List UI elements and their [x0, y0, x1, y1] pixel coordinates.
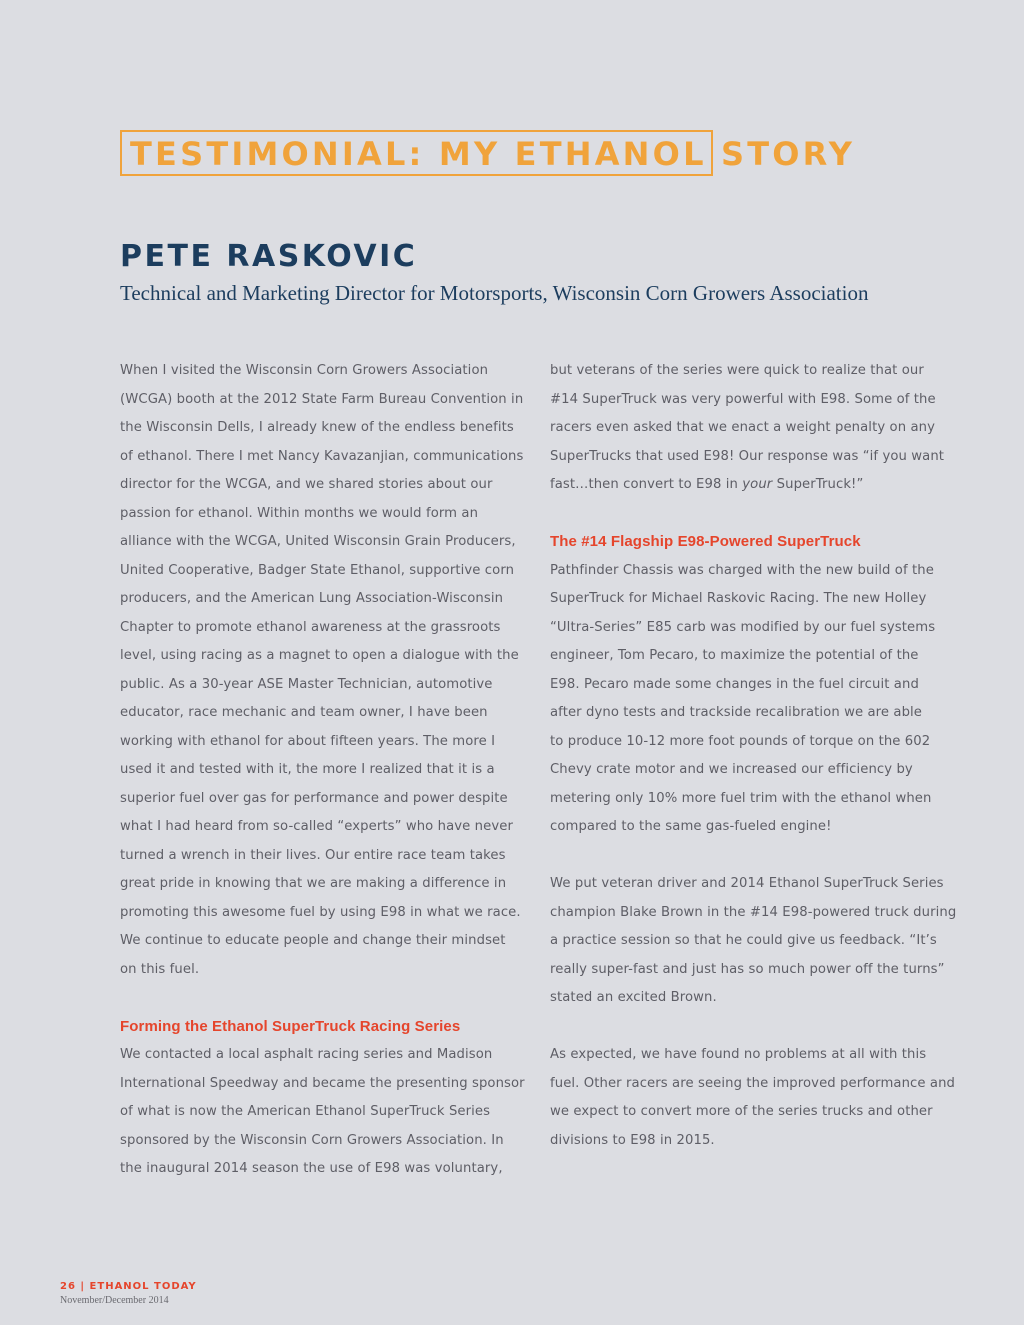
text-line: When I visited the Wisconsin Corn Growers Association: [120, 363, 489, 378]
text-line: Pathfinder Chassis was charged with the new build of the: [550, 562, 934, 578]
text-line: turned a wrench in their lives. Our entire race team takes: [120, 847, 506, 863]
flagship-paragraph: [550, 557, 950, 842]
paragraph-gap: [120, 984, 520, 1013]
person-role: Technical and Marketing Director for Motorsports, Wisconsin Corn Growers Association: [120, 281, 869, 305]
page-number: 26: [60, 1281, 76, 1292]
text-line: fuel. Other racers are seeing the improved performance and: [550, 1075, 956, 1091]
text-line: As expected, we have found no problems at all with this: [550, 1047, 927, 1062]
banner-title: TESTIMONIAL: MY ETHANOL STORY: [130, 135, 856, 173]
text-line: We put veteran driver and 2014 Ethanol SuperTruck Series: [550, 876, 944, 891]
text-line: of ethanol. There I met Nancy Kavazanjian, communications: [120, 448, 524, 464]
text-line: #14 SuperTruck was very powerful with E98. Some of the: [550, 391, 936, 407]
text-line: United Cooperative, Badger State Ethanol, supportive corn: [120, 562, 515, 578]
text-line: metering only 10% more fuel trim with the ethanol when: [550, 790, 932, 806]
text-line: the Wisconsin Dells, I already knew of the endless benefits: [120, 420, 514, 435]
section-heading-flagship: The #14 Flagship E98-Powered SuperTruck: [550, 533, 861, 550]
text-line: E98. Pecaro made some changes in the fuel circuit and: [550, 676, 919, 692]
person-name: PETE RASKOVIC: [120, 239, 418, 274]
forming-paragraph: [120, 1041, 525, 1184]
text-line: really super-fast and just has so much power off the turns”: [550, 961, 945, 977]
text-line: but veterans of the series were quick to realize that our: [550, 363, 924, 378]
text-line: promoting this awesome fuel by using E98 in what we race.: [120, 904, 521, 920]
text-line: sponsored by the Wisconsin Corn Growers Association. In: [120, 1132, 504, 1148]
text-line: SuperTruck for Michael Raskovic Racing. The new Holley: [550, 591, 927, 606]
text-line: compared to the same gas-fueled engine!: [550, 819, 832, 834]
paragraph-gap: [550, 842, 950, 871]
text-fragment: SuperTruck!”: [772, 477, 864, 492]
text-line: alliance with the WCGA, United Wisconsin Grain Producers,: [120, 534, 516, 549]
intro-paragraph: [120, 357, 524, 984]
folio-separator: |: [80, 1281, 86, 1292]
text-line: stated an excited Brown.: [550, 990, 717, 1005]
paragraph-gap: [550, 1013, 950, 1042]
text-line: after dyno tests and trackside recalibration we are able: [550, 705, 923, 720]
text-line: Chapter to promote ethanol awareness at the grassroots: [120, 619, 501, 635]
text-line: great pride in knowing that we are making a difference in: [120, 876, 507, 891]
footer-folio: [60, 1281, 197, 1292]
text-line: superior fuel over gas for performance and power despite: [120, 790, 508, 806]
left-column: [120, 357, 525, 1184]
text-line: the inaugural 2014 season the use of E98 was voluntary,: [120, 1161, 503, 1176]
text-line: working with ethanol for about fifteen years. The more I: [120, 733, 496, 749]
emphasis-text: your: [742, 477, 773, 492]
text-line: producers, and the American Lung Association-Wisconsin: [120, 591, 504, 606]
driver-paragraph: [550, 870, 957, 1013]
section-heading-forming: Forming the Ethanol SuperTruck Racing Series: [120, 1017, 461, 1035]
text-line: We continue to educate people and change their mindset: [120, 933, 506, 948]
text-line: a practice session so that he could give us feedback. “It’s: [550, 933, 937, 948]
text-line: We contacted a local asphalt racing series and Madison: [120, 1047, 493, 1062]
text-line: on this fuel.: [120, 961, 200, 977]
text-line: of what is now the American Ethanol SuperTruck Series: [120, 1104, 491, 1119]
conclusion-paragraph: [550, 1041, 956, 1155]
continuation-paragraph: [550, 357, 950, 500]
text-line: engineer, Tom Pecaro, to maximize the potential of the: [550, 648, 919, 663]
text-line: SuperTrucks that used E98! Our response was “if you want: [550, 448, 945, 464]
text-line: “Ultra-Series” E85 carb was modified by our fuel systems: [550, 619, 936, 635]
paragraph-gap: [550, 500, 950, 529]
text-line: educator, race mechanic and team owner, I have been: [120, 705, 488, 720]
text-line: we expect to convert more of the series trucks and other: [550, 1104, 933, 1119]
text-line: International Speedway and became the presenting sponsor: [120, 1075, 525, 1091]
text-line: [550, 471, 950, 500]
text-line: champion Blake Brown in the #14 E98-powered truck during: [550, 904, 957, 920]
text-line: level, using racing as a magnet to open a dialogue with the: [120, 648, 519, 663]
text-line: what I had heard from so-called “experts” who have never: [120, 819, 513, 834]
text-line: to produce 10-12 more foot pounds of torque on the 602: [550, 733, 931, 749]
text-line: passion for ethanol. Within months we would form an: [120, 505, 479, 521]
text-line: (WCGA) booth at the 2012 State Farm Bureau Convention in: [120, 391, 524, 407]
text-line: director for the WCGA, and we shared stories about our: [120, 477, 493, 492]
text-line: Chevy crate motor and we increased our efficiency by: [550, 762, 913, 777]
text-line: public. As a 30-year ASE Master Technician, automotive: [120, 676, 493, 692]
text-line: divisions to E98 in 2015.: [550, 1132, 715, 1148]
text-line: racers even asked that we enact a weight penalty on any: [550, 420, 936, 435]
right-column: [550, 357, 957, 1155]
publication-name: ETHANOL TODAY: [89, 1281, 197, 1292]
text-fragment: fast…then convert to E98 in: [550, 477, 743, 492]
text-line: used it and tested with it, the more I realized that it is a: [120, 762, 495, 777]
issue-date: November/December 2014: [60, 1295, 169, 1306]
